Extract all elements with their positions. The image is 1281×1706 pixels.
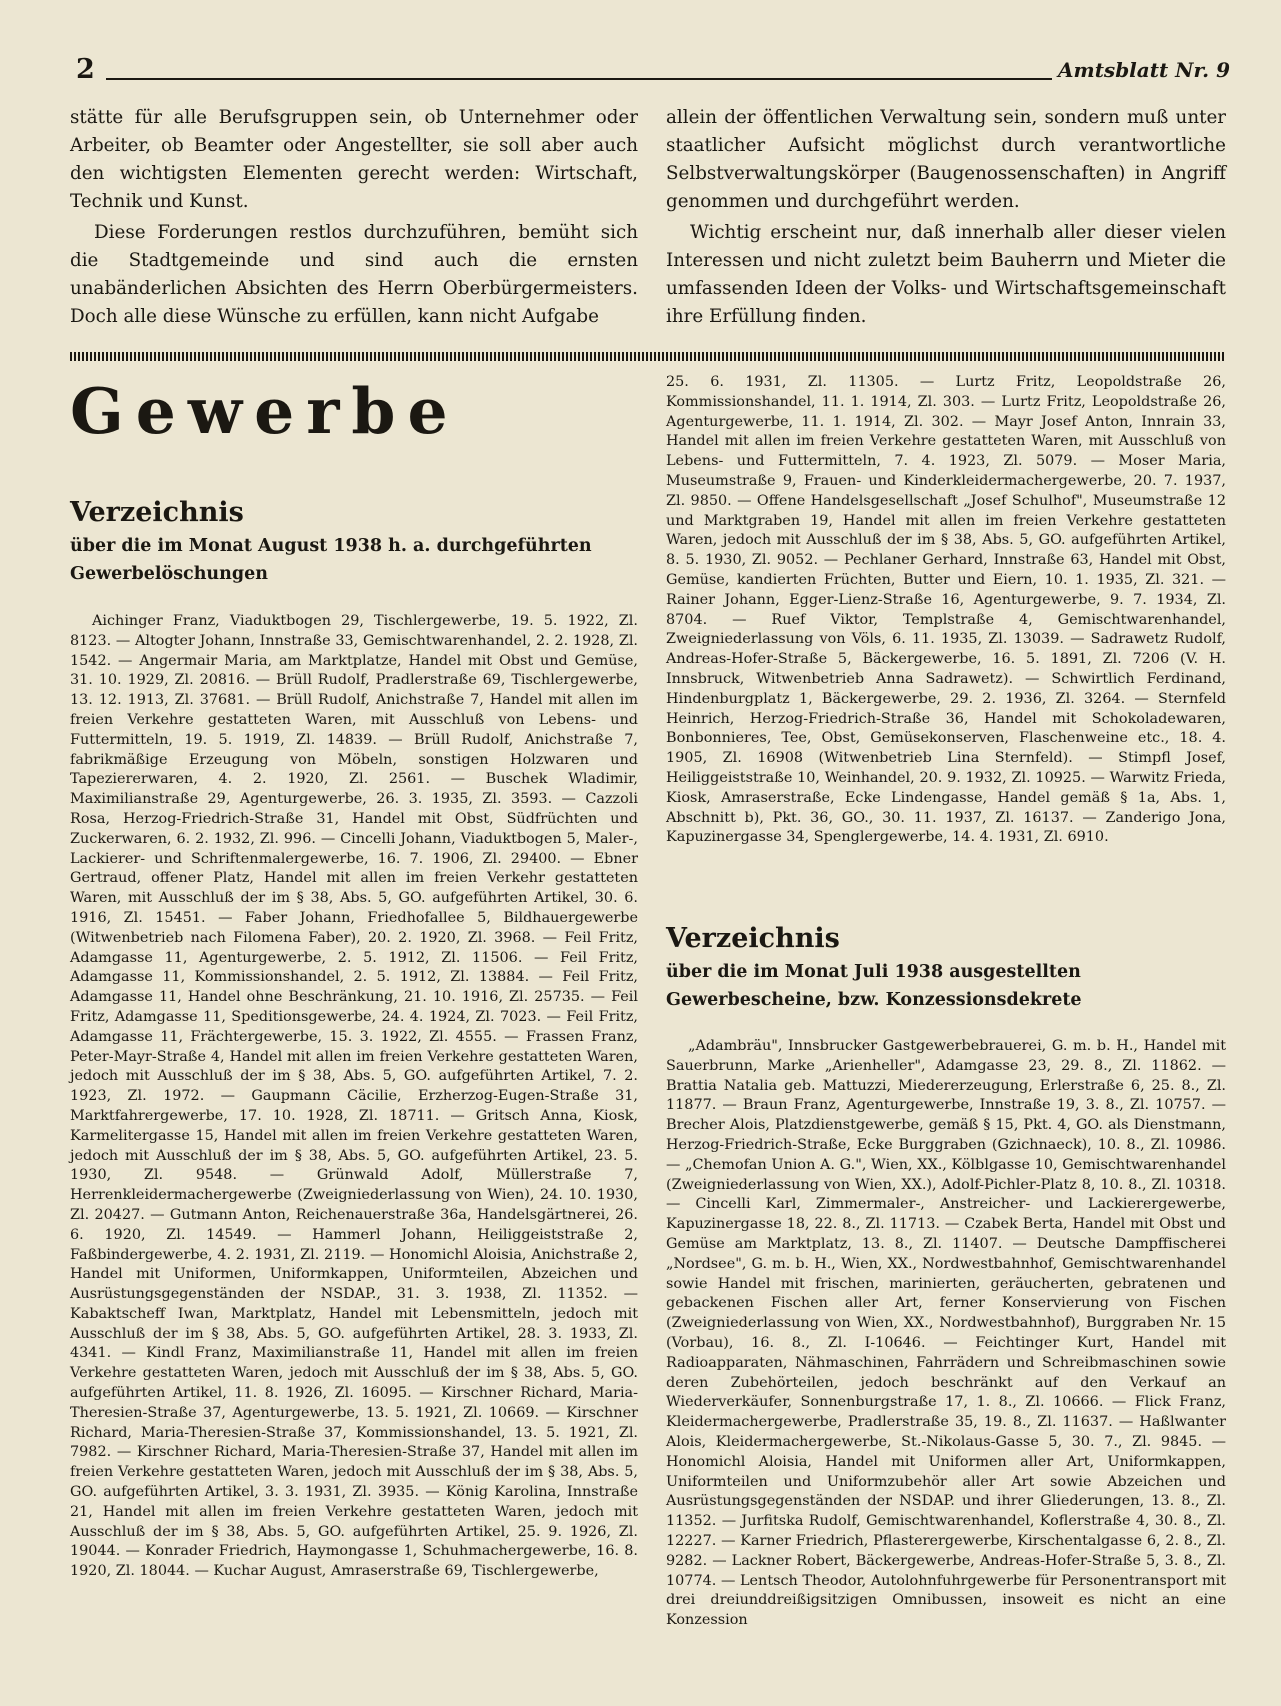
list1-continuation <box>666 373 1226 848</box>
intro-left-paragraph-1: stätte für alle Berufsgruppen sein, ob Unternehmer oder Arbeiter, ob Beamter oder Angestellter, sie soll aber auch den wichtigsten Elementen gerecht werden: Wirtschaft, Technik und Kunst. <box>70 107 638 212</box>
intro-left-column <box>70 104 638 334</box>
list1-cont-text: 25. 6. 1931, Zl. 11305. — Lurtz Fritz, Leopoldstraße 26, Kommissionshandel, 11. 1. 1914, Zl. 303. — Lurtz Fritz, Leopoldstraße 26, Agenturgewerbe, 11. 1. 1914, Zl. 302. — Mayr Josef Anton, Innrain 33, Handel mit allen im freien Verkehre gestatteten Waren, mit Ausschluß von Lebens- und Futtermitteln, 7. 4. 1923, Zl. 5079. — Moser Maria, Museumstraße 9, Frauen- und Kinderkleidermachergewerbe, 20. 7. 1937, Zl. 9850. — Offene Handelsgesellschaft „Josef Schulhof", Museumstraße 12 und Marktgraben 19, Handel mit allen im freien Verkehre gestatteten Waren, jedoch mit Ausschluß der im § 38, Abs. 5, GO. aufgeführten Artikel, 8. 5. 1930, Zl. 9052. — Pechlaner Gerhard, Innstraße 63, Handel mit Obst, Gemüse, kandierten Früchten, Butter und Eiern, 10. 1. 1935, Zl. 321. — Rainer Johann, Egger-Lienz-Straße 16, Agenturgewerbe, 9. 7. 1934, Zl. 8704. — Ruef Viktor, Templstraße 4, Gemischtwarenhandel, Zweigniederlassung von Völs, 6. 11. 1935, Zl. 13039. — Sadrawetz Rudolf, Andreas-Hofer-Straße 5, Bäckergewerbe, 16. 5. 1891, Zl. 7206 (V. H. Innsbruck, Witwenbetrieb Anna Sadrawetz). — Schwirtlich Ferdinand, Hindenburgplatz 1, Bäckergewerbe, 29. 2. 1936, Zl. 3264. — Sternfeld Heinrich, Herzog-Friedrich-Straße 36, Handel mit Schokoladewaren, Bonbonnieres, Tee, Obst, Gemüsekonserven, Flaschenweine etc., 18. 4. 1905, Zl. 16908 (Witwenbetrieb Lina Sternfeld). — Stimpfl Josef, Heiliggeiststraße 10, Weinhandel, 20. 9. 1932, Zl. 10925. — Warwitz Frieda, Kiosk, Amraserstraße, Ecke Lindengasse, Handel gemäß § 1a, Abs. 1, Abschnitt b), Pkt. 36, GO., 30. 11. 1937, Zl. 16137. — Zanderigo Jona, Kapuzinergasse 34, Spenglergewerbe, 14. 4. 1931, Zl. 6910. <box>666 374 1226 846</box>
list2-subheading: über die im Monat Juli 1938 ausgestellten Gewerbescheine, bzw. Konzessionsdekrete <box>666 962 1082 1010</box>
list1-heading-block <box>70 496 638 588</box>
header-rule <box>106 78 1052 80</box>
list2-text: „Adambräu", Innsbrucker Gastgewerbebrauerei, G. m. b. H., Handel mit Sauerbrunn, Marke „Arienheller", Adamgasse 23, 29. 8., Zl. 11862. — Brattia Natalia geb. Mattuzzi, Miedererzeugung, Erlerstraße 6, 25. 8., Zl. 11877. — Braun Franz, Agenturgewerbe, Innstraße 19, 3. 8., Zl. 10757. — Brecher Alois, Platzdienstgewerbe, gemäß § 15, Pkt. 4, GO. als Dienstmann, Herzog-Friedrich-Straße, Ecke Burggraben (Gzichnaeck), 10. 8., Zl. 10986. — „Chemofan Union A. G.", Wien, XX., Kölblgasse 10, Gemischtwarenhandel (Zweigniederlassung von Wien, XX.), Adolf-Pichler-Platz 8, 10. 8., Zl. 10318. — Cincelli Karl, Zimmermaler-, Anstreicher- und Lackierergewerbe, Kapuzinergasse 18, 22. 8., Zl. 11713. — Czabek Berta, Handel mit Obst und Gemüse am Marktplatz, 13. 8., Zl. 11407. — Deutsche Dampffischerei „Nordsee", G. m. b. H., Wien, XX., Nordwestbahnhof, Gemischtwarenhandel sowie Handel mit frischen, marinierten, geräucherten, gebratenen und gebackenen Fischen aller Art, ferner Konservierung von Fischen (Zweigniederlassung von Wien, XX., Nordwestbahnhof), Burggraben Nr. 15 (Vorbau), 16. 8., Zl. I-10646. — Feichtinger Kurt, Handel mit Radioapparaten, Nähmaschinen, Fahrrädern und Schreibmaschinen sowie deren Zubehörteilen, jedoch beschränkt auf den Verkauf an Wiederverkäufer, Sonnenburgstraße 17, 1. 8., Zl. 10666. — Flick Franz, Kleidermachergewerbe, Pradlerstraße 35, 19. 8., Zl. 11637. — Haßlwanter Alois, Kleidermachergewerbe, St.-Nikolaus-Gasse 5, 30. 7., Zl. 9845. — Honomichl Aloisia, Handel mit Uniformen aller Art, Uniformkappen, Uniformteilen und Uniformzubehör aller Art sowie Abzeichen und Ausrüstungsgegenständen der NSDAP. und ihrer Gliederungen, 13. 8., Zl. 11352. — Jurfitska Rudolf, Gemischtwarenhandel, Koflerstraße 4, 30. 8., Zl. 12227. — Karner Friedrich, Pflasterergewerbe, Kirschentalgasse 6, 2. 8., Zl. 9282. — Lackner Robert, Bäckergewerbe, Andreas-Hofer-Straße 5, 3. 8., Zl. 10774. — Lentsch Theodor, Autolohnfuhrgewerbe für Personentransport mit drei dreiunddreißigsitzigen Omnibussen, insoweit es nicht an eine Konzession <box>666 1038 1226 1629</box>
section-divider <box>70 352 1226 361</box>
list2-body <box>666 1037 1226 1631</box>
list1-subheading: über die im Monat August 1938 h. a. durchgeführten Gewerbelöschungen <box>70 536 592 584</box>
list2-heading-block <box>666 922 1226 1014</box>
intro-left-paragraph-2: Diese Forderungen restlos durchzuführen, bemüht sich die Stadtgemeinde und sind auch die ernsten unabänderlichen Absichten des Herrn Oberbürgermeisters. Doch alle diese Wünsche zu erfüllen, kann nicht Aufgabe <box>70 222 638 327</box>
intro-right-column <box>666 104 1226 334</box>
intro-right-paragraph-2: Wichtig erscheint nur, daß innerhalb aller dieser vielen Interessen und nicht zuletzt beim Bauherrn und Mieter die umfassenden Ideen der Volks- und Wirtschaftsgemeinschaft ihre Erfüllung finden. <box>666 222 1226 327</box>
intro-right-paragraph-1: allein der öffentlichen Verwaltung sein, sondern muß unter staatlicher Aufsicht möglichst durch verantwortliche Selbstverwaltungskörper (Baugenossenschaften) in Angriff genommen und durchgeführt werden. <box>666 107 1226 212</box>
list1-body <box>70 612 638 1582</box>
page-number: 2 <box>76 54 95 85</box>
page-header <box>70 54 1230 88</box>
list1-text: Aichinger Franz, Viaduktbogen 29, Tischlergewerbe, 19. 5. 1922, Zl. 8123. — Altogter Johann, Innstraße 33, Gemischtwarenhandel, 2. 2. 1928, Zl. 1542. — Angermair Maria, am Marktplatze, Handel mit Obst und Gemüse, 31. 10. 1929, Zl. 20816. — Brüll Rudolf, Pradlerstraße 69, Tischlergewerbe, 13. 12. 1913, Zl. 37681. — Brüll Rudolf, Anichstraße 7, Handel mit allen im freien Verkehre gestatteten Waren, mit Ausschluß von Lebens- und Futtermitteln, 19. 5. 1919, Zl. 14839. — Brüll Rudolf, Anichstraße 7, fabrikmäßige Erzeugung von Möbeln, sonstigen Holzwaren und Tapeziererwaren, 4. 2. 1920, Zl. 2561. — Buschek Wladimir, Maximilianstraße 29, Agenturgewerbe, 26. 3. 1935, Zl. 3593. — Cazzoli Rosa, Herzog-Friedrich-Straße 31, Handel mit Obst, Südfrüchten und Zuckerwaren, 6. 2. 1932, Zl. 996. — Cincelli Johann, Viaduktbogen 5, Maler-, Lackierer- und Schriftenmalergewerbe, 16. 7. 1906, Zl. 29400. — Ebner Gertraud, offener Platz, Handel mit allen im freien Verkehr gestatteten Waren, mit Ausschluß der im § 38, Abs. 5, GO. aufgeführten Artikel, 30. 6. 1916, Zl. 15451. — Faber Johann, Friedhofallee 5, Bildhauergewerbe (Witwenbetrieb nach Filomena Faber), 20. 2. 1920, Zl. 3968. — Feil Fritz, Adamgasse 11, Agenturgewerbe, 2. 5. 1912, Zl. 11506. — Feil Fritz, Adamgasse 11, Kommissionshandel, 2. 5. 1912, Zl. 13884. — Feil Fritz, Adamgasse 11, Handel ohne Beschränkung, 21. 10. 1916, Zl. 25735. — Feil Fritz, Adamgasse 11, Speditionsgewerbe, 24. 4. 1924, Zl. 7023. — Feil Fritz, Adamgasse 11, Frächtergewerbe, 15. 3. 1922, Zl. 4555. — Frassen Franz, Peter-Mayr-Straße 4, Handel mit allen im freien Verkehre gestatteten Waren, jedoch mit Ausschluß der im § 38, Abs. 5, GO. aufgeführten Artikel, 7. 2. 1923, Zl. 1972. — Gaupmann Cäcilie, Erzherzog-Eugen-Straße 31, Marktfahrergewerbe, 17. 10. 1928, Zl. 18711. — Gritsch Anna, Kiosk, Karmelitergasse 15, Handel mit allen im freien Verkehre gestatteten Waren, jedoch mit Ausschluß der im § 38, Abs. 5, GO. aufgeführten Artikel, 23. 5. 1930, Zl. 9548. — Grünwald Adolf, Müllerstraße 7, Herrenkleidermachergewerbe (Zweigniederlassung von Wien), 24. 10. 1930, Zl. 20427. — Gutmann Anton, Reichenauerstraße 36a, Handelsgärtnerei, 26. 6. 1920, Zl. 14549. — Hammerl Johann, Heiliggeiststraße 2, Faßbindergewerbe, 4. 2. 1931, Zl. 2119. — Honomichl Aloisia, Anichstraße 2, Handel mit Uniformen, Uniformkappen, Uniformteilen, Abzeichen und Ausrüstungsgegenständen der NSDAP., 31. 3. 1938, Zl. 11352. — Kabaktscheff Iwan, Marktplatz, Handel mit Lebensmitteln, jedoch mit Ausschluß der im § 38, Abs. 5, GO. aufgeführten Artikel, 28. 3. 1933, Zl. 4341. — Kindl Franz, Maximilianstraße 11, Handel mit allen im freien Verkehre gestatteten Waren, jedoch mit Ausschluß der im § 38, Abs. 5, GO. aufgeführten Artikel, 11. 8. 1926, Zl. 16095. — Kirschner Richard, Maria-Theresien-Straße 37, Agenturgewerbe, 13. 5. 1921, Zl. 10669. — Kirschner Richard, Maria-Theresien-Straße 37, Kommissionshandel, 13. 5. 1921, Zl. 7982. — Kirschner Richard, Maria-Theresien-Straße 37, Handel mit allen im freien Verkehre gestatteten Waren, jedoch mit Ausschluß der im § 38, Abs. 5, GO. aufgeführten Artikel, 3. 3. 1931, Zl. 3935. — König Karolina, Innstraße 21, Handel mit allen im freien Verkehre gestatteten Waren, jedoch mit Ausschluß der im § 38, Abs. 5, GO. aufgeführten Artikel, 25. 9. 1926, Zl. 19044. — Konrader Friedrich, Haymongasse 1, Schuhmachergewerbe, 16. 8. 1920, Zl. 18044. — Kuchar August, Amraserstraße 69, Tischlergewerbe, <box>70 613 638 1580</box>
section-title: Gewerbe <box>70 374 460 448</box>
publication-title: Amtsblatt Nr. 9 <box>1058 58 1230 82</box>
list2-heading: Verzeichnis <box>666 923 840 954</box>
list1-heading: Verzeichnis <box>70 497 244 528</box>
